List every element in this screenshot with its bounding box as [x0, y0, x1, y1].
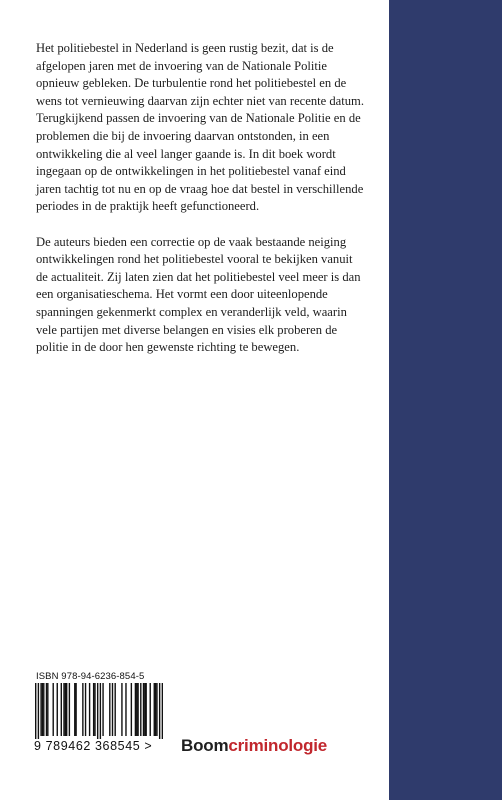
barcode-bar [61, 683, 62, 736]
barcode-bar [144, 683, 145, 736]
barcode-bar [69, 683, 70, 736]
barcode-bar [112, 683, 113, 736]
barcode-bar [65, 683, 66, 736]
barcode-bar [53, 683, 54, 736]
barcode-bar [89, 683, 90, 736]
barcode-bar [40, 683, 41, 736]
barcode-bar [145, 683, 146, 736]
barcode-bar [136, 683, 137, 736]
isbn-barcode [35, 683, 163, 739]
blurb-paragraph-1: Het politiebestel in Nederland is geen rustig bezit, dat is de afgelopen jaren met de invoering van de Nationale Politie opnieuw gebleken. De turbulentie rond het politiebestel en de wens tot vernieuwing daarvan zijn echter niet van recente datum. Terugkijkend passen de invoering van de Nationale Politie en de problemen die bij de invoering daarvan ontstonden, in een ontwikkeling die al veel langer gaande is. In dit boek wordt ingegaan op de ontwikkelingen in het politiebestel vanaf eind jaren tachtig tot nu en op de vraag hoe dat bestel in verschillende periodes in de praktijk heeft gefunctioneerd. [36, 41, 365, 214]
barcode-bar [42, 683, 43, 736]
barcode-bar [66, 683, 67, 736]
barcode-bar [155, 683, 156, 736]
barcode-bar [100, 683, 101, 739]
publisher-logo-boom: Boom [181, 736, 229, 755]
barcode-bar [140, 683, 141, 736]
barcode-bar [135, 683, 136, 736]
barcode-bar [162, 683, 163, 739]
barcode-bar [47, 683, 48, 736]
blurb-paragraph-2: De auteurs bieden een correctie op de vaak bestaande neiging ontwikkelingen rond het politiebestel vooral te bekijken vanuit de actualiteit. Zij laten zien dat het politiebestel veel meer is dan een organisatieschema. Het vormt een door uiteenlopende spanningen gekenmerkt complex en veranderlijk veld, waarin vele partijen met diverse belangen en visies elk proberen de politie in de door hen gewenste richting te bewegen. [36, 234, 361, 355]
barcode-bar [102, 683, 103, 736]
barcode-bar [74, 683, 75, 736]
barcode-bar [75, 683, 76, 736]
barcode-digits: 9 789462 368545 > [34, 739, 153, 753]
barcode-bar [82, 683, 83, 736]
barcode-bar [43, 683, 44, 736]
barcode-bar [38, 683, 39, 739]
barcode-bar [121, 683, 122, 736]
barcode-bar [154, 683, 155, 736]
cover-spine-band [389, 0, 502, 800]
barcode-bar [125, 683, 126, 736]
publisher-logo [181, 736, 327, 756]
barcode-bar [94, 683, 95, 736]
barcode-bar [156, 683, 157, 736]
barcode-bar [57, 683, 58, 736]
barcode-bar [131, 683, 132, 736]
barcode-bar [143, 683, 144, 736]
barcode-bar [85, 683, 86, 736]
barcode-bar [63, 683, 64, 736]
barcode-bar [46, 683, 47, 736]
barcode-bar [109, 683, 110, 736]
barcode-bar [150, 683, 151, 736]
barcode-bar [114, 683, 115, 736]
barcode-bar [35, 683, 36, 739]
barcode-bar [93, 683, 94, 736]
isbn-label: ISBN 978-94-6236-854-5 [36, 671, 145, 682]
barcode-bar [97, 683, 98, 739]
barcode-bar [137, 683, 138, 736]
barcode-bar [159, 683, 160, 739]
back-cover-blurb [36, 40, 366, 374]
publisher-logo-criminologie: criminologie [228, 736, 328, 755]
